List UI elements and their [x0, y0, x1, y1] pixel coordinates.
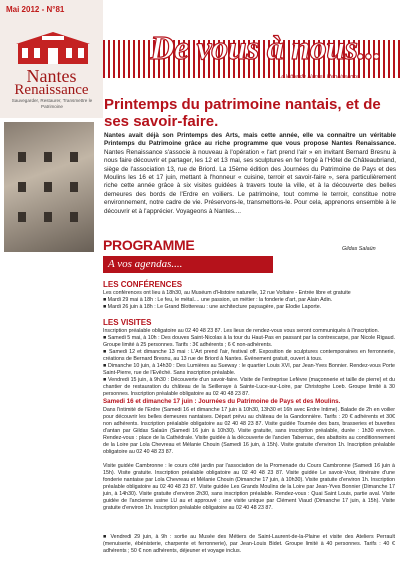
- intro-text: Nantes Renaissance s'associe à nouveau à l'opération « l'art prend l'air » en invitant Bernard Bresnu à nous faire découvrir et partager, les 12 et 13 mai, ses sculptures en fer forgé à l'Hôtel de Châteaubriand, siège de l'association 13, rue de Briord. La 15ème édition des Journées du Patrimoine de Pays et des Moulins les 16 et 17 juin, mettant à l'honneur « cuisine, terroir et savoir-faire », sera particulièrement riche cette année grâce à six visites guidées à travers toute la ville, et à la découverte des belles demeures des bords de l'Erdre en voiliers. Le patrimoine, tout comme le terroir, constitue notre environnement, notre cadre de vie. Préservons-le, transmettons-le. Pour cela, apprenons ensemble à le découvrir et à l'apprécier. Voyageons à Nantes....: [104, 148, 396, 215]
- issue-number: Mai 2012 - N°81: [6, 5, 65, 14]
- visit-item: [103, 398, 395, 406]
- conference-item: [103, 304, 395, 311]
- bullet: ■: [103, 363, 108, 369]
- visit-text: Visite guidée Cambronne : le cours côté jardin par l'association de la Promenade du Cours Cambronne (Samedi 16 juin à 15h). Visite gratuite. Inscription préalable obligatoire au 02 40 48 23 87. Visite guidée Le savoir-Vour, itinéraire d'une fonderie nantaise par Lola Chevreau et Mélanie Chouin (Dimanche 17 juin, à 10h30). Visite gratuite d'environ 1h. Inscription préalable obligatoire au 02 40 48 23 87. Visite guidée Les Grands Moulins de la Loire par Jean-Yves Bonnier (Dimanche 17 juin, à 14h30). Visite gratuite d'environ 2h30, sans inscription préalable. Rendez-vous : Quai Saint Louis, partie aval. Visite guidée de l'ancienne usine LU au et approuvé : une visite unique par Clément Viaud (Dimanche 17 juin, à 15h). Visite gratuite d'environ 1h. Inscription préalable obligatoire au 02 40 48 23 87.: [103, 463, 395, 511]
- visit-text: Samedi 5 mai, à 10h : Des douves Saint-Nicolas à la tour du Haut-Pas en passant par la contrescarpe, par Nicole Rigaud. Groupe limité à 25 personnes. Tarifs : 3€ adhérents ; 6 € non-adhérents.: [103, 335, 395, 348]
- conference-text: Mardi 26 juin à 18h : Le Grand Blottereau : une architecture paysagère, par Elodie Laporte.: [107, 304, 322, 310]
- conference-text: Mardi 29 mai à 18h : Le feu, le métal.... une passion, un métier : la fonderie d'art, par Alain Adin.: [107, 297, 333, 303]
- brand-name-line1: Nantes: [26, 66, 77, 86]
- visit-text: Samedi 12 et dimanche 13 mai : L'Art prend l'air, festival off. Exposition de sculptures contemporaines en ferronnerie, créations de Bernard Bresnu, au 13 rue de Briord à Nantes. Événement gratuit, ouvert à tous.: [103, 349, 395, 362]
- visit-item: [103, 377, 395, 398]
- program-heading: PROGRAMME: [103, 237, 195, 253]
- bullet: ■: [103, 297, 108, 303]
- visits-intro: Inscription préalable obligatoire au 02 40 48 23 87. Les lieux de rendez-vous vous seront communiqués à l'inscription.: [103, 328, 380, 334]
- conferences-heading: LES CONFÉRENCES: [103, 280, 183, 289]
- bullet: ■: [103, 534, 111, 540]
- conferences-intro: Les conférences ont lieu à 18h30, au Muséum d'Histoire naturelle, 12 rue Voltaire - Entrée libre et gratuite: [103, 290, 351, 296]
- building-logo-icon: [12, 30, 94, 64]
- masthead-title: De vous à nous...: [150, 30, 382, 67]
- article-intro: [104, 132, 396, 216]
- intro-bold: Nantes avait déjà son Printemps des Arts, mais cette année, elle va connaître un véritable Printemps du Patrimoine grâce au riche programme que vous propose Nantes Renaissance.: [104, 132, 396, 148]
- masthead-subtitle: La lettre de Nantes Renaissance: [278, 74, 360, 80]
- visit-text: Vendredi 15 juin, à 9h30 : Découverte d'un savoir-faire. Visite de l'entreprise Lefèvre (maçonnerie et taille de pierre) et du chantier de restauration du château de la Seilleraye à Sainte-Luce-sur-Loire, par Christophe Loeb. Groupe limité à 30 personnes. Inscription préalable obligatoire au 02 40 48 23 87.: [103, 377, 395, 397]
- agenda-banner: A vos agendas....: [103, 256, 273, 273]
- visit-item: [103, 349, 395, 363]
- visit-item: [103, 363, 395, 377]
- article-title: Printemps du patrimoine nantais, et de ses savoir-faire.: [104, 96, 381, 130]
- bullet: ■: [103, 377, 109, 383]
- bullet: ■: [103, 335, 108, 341]
- visit-item: [103, 463, 395, 512]
- visit-text: Vendredi 29 juin, à 9h : sortie au Musée des Métiers de Saint-Laurent-de-la-Plaine et visite des Ateliers Perrault (menuiserie, ébénisterie, charpente et ferronnerie), par Jean-Louis Bidet. Groupe limité à 40 personnes. Tarifs : 40 € adhérents ; 50 € non adhérents, déjeuner et voyage inclus.: [103, 534, 396, 554]
- brand-name-line2: Renaissance: [14, 82, 89, 98]
- visit-item: [103, 534, 395, 555]
- bullet: ■: [103, 349, 110, 355]
- visit-item: [103, 407, 395, 456]
- conference-item: [103, 297, 395, 304]
- brand-tagline: Sauvegarder, Restaurer, Transmettre le Patrimoine: [11, 98, 93, 109]
- brand-panel: [0, 0, 103, 118]
- bullet: ■: [103, 304, 108, 310]
- visit-item: [103, 335, 395, 349]
- visit-text: Dans l'intimité de l'Erdre (Samedi 16 et dimanche 17 juin à 10h30, 13h30 et 16h avec Erdre Intime). Balade de 2h en voilier pour découvrir les belles demeures nantaises. Départ prévu au château de la Gandonnière. Tarifs : 20 € adhérents et 30€ non adhérents. Inscription préalable obligatoire au 02 40 48 23 87. Visite guidée Tournée des bars, brasseries et buvettes d'antan par Gildas Salaün (Samedi 16 juin à 10h30). Visite gratuite, sans inscription préalable, durée : 1h30 environ. Rendez-vous : place de la Cathédrale. Visite guidée à la découverte de l'ancien Tabernac, des abattoirs au conditionnement de la Loire par Lola Chevreau et Mélanie Chouin (Samedi 16 juin, à 15h). Visite gratuite d'environ 1h. Inscription préalable obligatoire au 02 40 48 23 87.: [103, 407, 395, 455]
- building-photo: [4, 122, 94, 252]
- article-signature: Gildas Salaün: [342, 246, 376, 252]
- visit-text: Dimanche 10 juin, à 14h30 : Des Lumières au Sueway : le quartier Louis XVI, par Jean-Yves Bonnier. Rendez-vous Porte Saint-Pierre, rue de l'Evêché. Sans inscription préalable.: [103, 363, 395, 376]
- visit-highlight: Samedi 16 et dimanche 17 juin : Journées du Patrimoine de Pays et des Moulins.: [103, 398, 341, 405]
- visits-heading: LES VISITES: [103, 318, 152, 327]
